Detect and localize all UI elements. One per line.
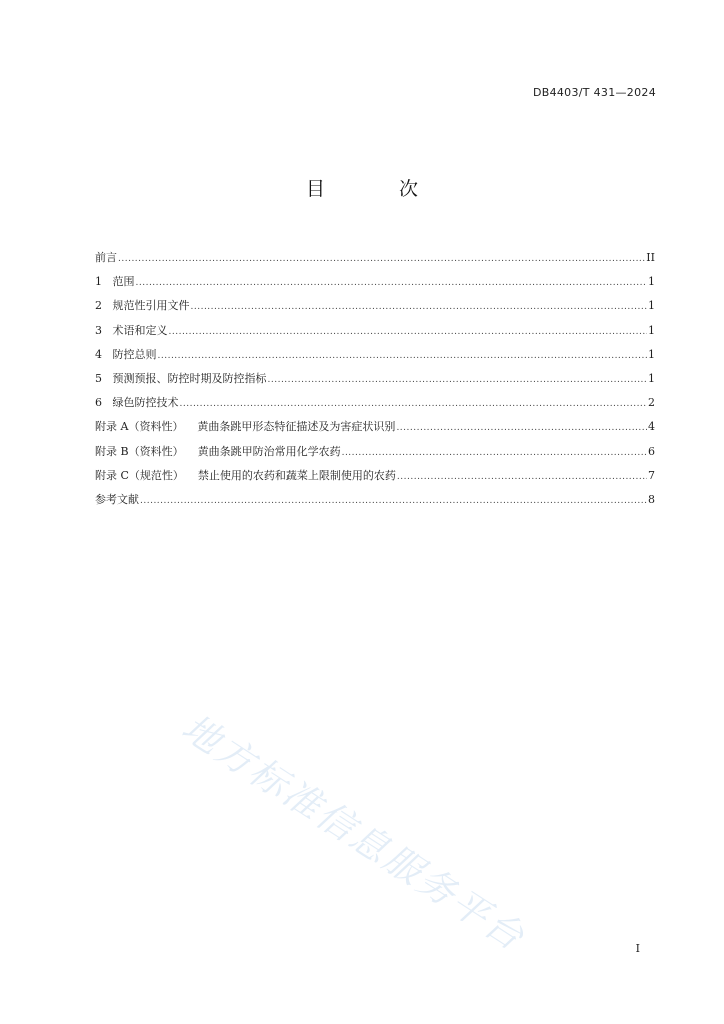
toc-entry-foreword[interactable] bbox=[95, 249, 655, 273]
toc-entry-appendix-c[interactable] bbox=[95, 467, 655, 491]
toc-entry-label: 4 防控总则 bbox=[95, 347, 157, 361]
toc-entry-label: 附录 C（规范性） 禁止使用的农药和蔬菜上限制使用的农药 bbox=[95, 468, 396, 482]
toc-entry-normative-references[interactable] bbox=[95, 297, 655, 321]
toc-entry-page: 1 bbox=[648, 371, 655, 385]
toc-entry-label: 2 规范性引用文件 bbox=[95, 299, 190, 313]
toc-entry-forecasting[interactable] bbox=[95, 370, 655, 394]
toc-leader-dots bbox=[397, 472, 647, 482]
toc-entry-page: 1 bbox=[648, 299, 655, 313]
page-title: 目 次 bbox=[305, 178, 453, 200]
toc-entry-label: 1 范围 bbox=[95, 275, 135, 289]
toc-entry-page: 7 bbox=[648, 468, 655, 482]
toc-leader-dots bbox=[342, 448, 647, 458]
toc-entry-page: 4 bbox=[648, 420, 655, 434]
toc-entry-label: 前言 bbox=[95, 251, 117, 264]
toc-entry-label: 附录 A（资料性） 黄曲条跳甲形态特征描述及为害症状识别 bbox=[95, 420, 396, 434]
toc-entry-label: 5 预测预报、防控时期及防控指标 bbox=[95, 371, 267, 385]
toc-entry-terms[interactable] bbox=[95, 322, 655, 346]
toc-leader-dots bbox=[158, 351, 648, 361]
toc-entry-page: 1 bbox=[648, 347, 655, 361]
toc-entry-bibliography[interactable] bbox=[95, 491, 655, 515]
toc-entry-scope[interactable] bbox=[95, 273, 655, 297]
toc-entry-label: 参考文献 bbox=[95, 492, 139, 506]
standard-code: DB4403/T 431—2024 bbox=[532, 86, 656, 99]
toc-entry-page: II bbox=[646, 251, 655, 264]
toc-leader-dots bbox=[268, 375, 648, 385]
toc-entry-page: 8 bbox=[648, 492, 655, 506]
toc-entry-page: 1 bbox=[648, 323, 655, 337]
toc-leader-dots bbox=[169, 327, 648, 337]
watermark: 地方标准信息服务平台 bbox=[174, 705, 534, 960]
toc-entry-label: 3 术语和定义 bbox=[95, 323, 168, 337]
toc-leader-dots bbox=[191, 302, 648, 312]
toc-entry-page: 2 bbox=[648, 396, 655, 410]
toc-leader-dots bbox=[140, 496, 647, 506]
toc-entry-green-control[interactable] bbox=[95, 394, 655, 418]
toc-leader-dots bbox=[118, 254, 645, 264]
toc-entry-page: 6 bbox=[648, 444, 655, 458]
table-of-contents bbox=[95, 249, 655, 515]
toc-leader-dots bbox=[396, 423, 647, 433]
toc-entry-appendix-b[interactable] bbox=[95, 443, 655, 467]
toc-entry-page: 1 bbox=[648, 275, 655, 289]
page-number: I bbox=[635, 942, 640, 955]
toc-entry-label: 附录 B（资料性） 黄曲条跳甲防治常用化学农药 bbox=[95, 444, 341, 458]
toc-entry-label: 6 绿色防控技术 bbox=[95, 396, 179, 410]
toc-entry-appendix-a[interactable] bbox=[95, 418, 655, 442]
toc-entry-general-principles[interactable] bbox=[95, 346, 655, 370]
toc-leader-dots bbox=[180, 399, 648, 409]
toc-leader-dots bbox=[136, 278, 648, 288]
